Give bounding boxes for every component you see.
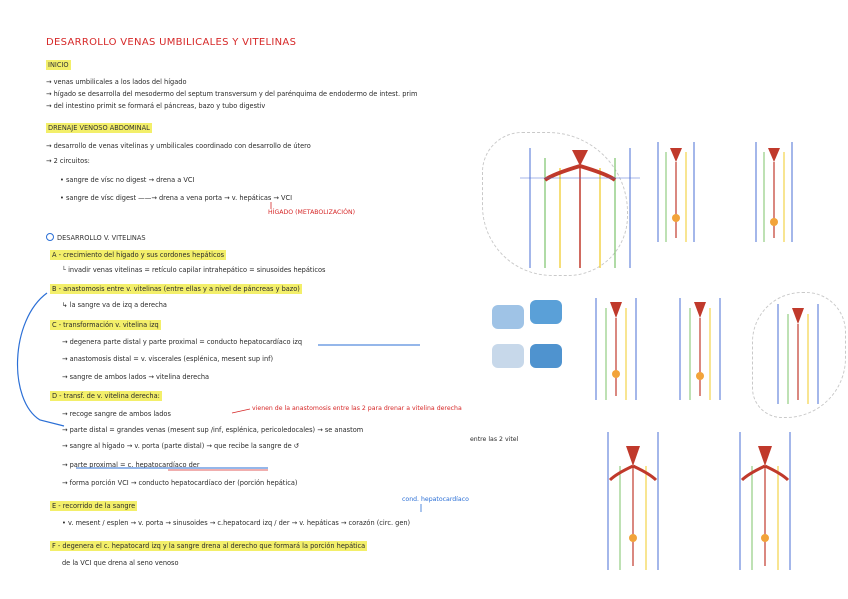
- vessel-diagram: [748, 138, 800, 246]
- vitelinas-A-line: └ invadir venas vitelinas = retículo capilar intrahepático = sinusoides hepáticos: [62, 266, 326, 274]
- vitelinas-A-title: A - crecimiento del hígado y sus cordones hepáticos: [52, 251, 225, 259]
- embryo-thumbnail: [530, 300, 562, 324]
- vitelinas-E-title: E - recorrido de la sangre: [52, 502, 136, 510]
- embryo-thumbnail: [492, 344, 524, 368]
- inicio-line-2: → hígado se desarrolla del mesodermo del septum transversum y del parénquima de endodermo de intest. prim: [46, 90, 418, 98]
- vessel-diagram: [672, 294, 728, 404]
- section-heading-vitelinas: DESARROLLO V. VITELINAS: [46, 233, 146, 242]
- vitelinas-D-line-5: → forma porción VCI → conducto hepatocardíaco der (porción hepática): [62, 479, 298, 487]
- embryo-thumbnail: [492, 305, 524, 329]
- inicio-line-3: → del intestino primit se formará el páncreas, bazo y tubo digestiv: [46, 102, 266, 110]
- vessel-diagram: [588, 294, 644, 404]
- vitelinas-C-title: C - transformación v. vitelina izq: [52, 321, 159, 329]
- vitelinas-D-line-1: → recoge sangre de ambos lados: [62, 410, 171, 418]
- vitelinas-F-line-1: F - degenera el c. hepatocard izq y la sangre drena al derecho que formará la porción hepática: [52, 542, 366, 550]
- section-heading-drenaje: DRENAJE VENOSO ABDOMINAL: [48, 124, 150, 132]
- vitelinas-C-line-1: → degenera parte distal y parte proximal = conducto hepatocardíaco izq: [62, 338, 303, 346]
- vitelinas-D-side: entre las 2 vitel: [470, 436, 519, 443]
- drenaje-line-1: → desarrollo de venas vitelinas y umbilicales coordinado con desarrollo de útero: [46, 142, 311, 150]
- vitelinas-C-line-2: → anastomosis distal = v. viscerales (esplénica, mesent sup inf): [62, 355, 274, 363]
- vitelinas-D-line-4: → parte proximal = c. hepatocardíaco der: [62, 461, 200, 469]
- vessel-diagram: [500, 138, 650, 278]
- vitelinas-D-note: vienen de la anastomosis entre las 2 para drenar a vitelina derecha: [252, 405, 462, 412]
- vitelinas-E-line: • v. mesent / esplen → v. porta → sinusoides → c.hepatocard izq / der → v. hepáticas → corazón (circ. gen): [62, 519, 411, 527]
- vitelinas-D-line-2: → parte distal = grandes venas (mesent sup /inf, esplénica, pericoledocales) → se anastom: [62, 426, 364, 434]
- drenaje-line-4: • sangre de vísc digest ——→ drena a vena porta → v. hepáticas → VCI: [60, 194, 293, 202]
- blue-bracket-stroke: [18, 293, 64, 426]
- vessel-diagram: [598, 426, 668, 574]
- vitelinas-B-title: B - anastomosis entre v. vitelinas (entre ellas y a nivel de páncreas y bazo): [52, 285, 300, 293]
- vitelinas-D-line-3: → sangre al hígado → v. porta (parte distal) → que recibe la sangre de ↺: [62, 442, 300, 450]
- inicio-line-1: → venas umbilicales a los lados del hígado: [46, 78, 187, 86]
- vitelinas-D-title: D - transf. de v. vitelina derecha:: [52, 392, 160, 400]
- drenaje-line-3: • sangre de vísc no digest → drena a VCI: [60, 176, 195, 184]
- vitelinas-E-note: cond. hepatocardíaco: [402, 496, 469, 503]
- page-title: DESARROLLO VENAS UMBILICALES Y VITELINAS: [46, 37, 297, 48]
- vitelinas-B-line: ↳ la sangre va de izq a derecha: [62, 301, 167, 309]
- vessel-diagram: [770, 300, 826, 408]
- vitelinas-C-line-3: → sangre de ambos lados → vitelina derecha: [62, 373, 210, 381]
- red-note-arrow: [232, 409, 250, 413]
- vessel-diagram: [730, 426, 800, 574]
- section-heading-inicio: INICIO: [48, 61, 69, 69]
- vessel-diagram: [650, 138, 702, 246]
- embryo-thumbnail: [530, 344, 562, 368]
- drenaje-note: HÍGADO (METABOLIZACIÓN): [268, 209, 355, 216]
- drenaje-line-2: → 2 circuitos:: [46, 157, 90, 165]
- vitelinas-F-line-2: de la VCI que drena al seno venoso: [62, 559, 179, 567]
